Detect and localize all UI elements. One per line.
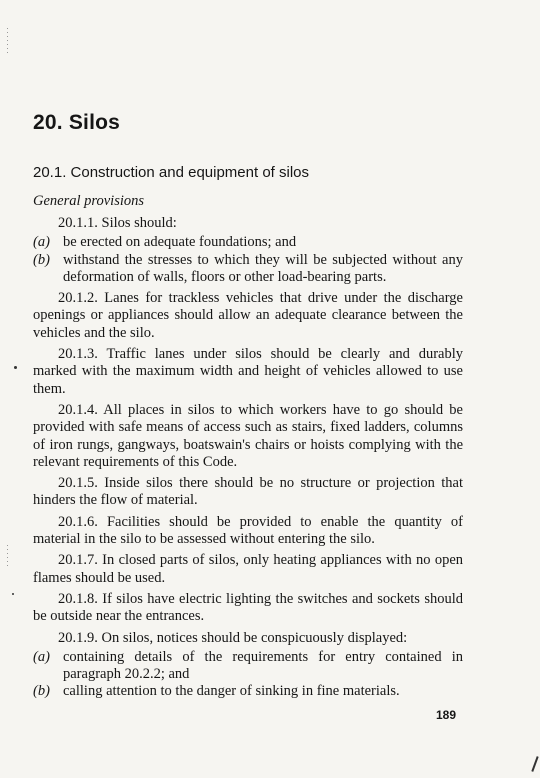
list-item (33, 252, 463, 287)
list-item (33, 683, 463, 700)
chapter-title: 20. Silos (33, 111, 121, 134)
body-text (33, 215, 463, 705)
list-item-text: be erected on adequate foundations; and (63, 234, 297, 251)
subheading-general-provisions: General provisions (33, 193, 145, 209)
clause-20-1-3: 20.1.3. Traffic lanes under silos should be clearly and durably marked with the maximum width and height of vehicles allowed to use them. (33, 346, 463, 397)
clause-20-1-8: 20.1.8. If silos have electric lighting the switches and sockets should be outside near the entrances. (33, 590, 463, 625)
clause-20-1-5: 20.1.5. Inside silos there should be no structure or projection that hinders the flow of material. (33, 475, 463, 509)
list-item-text: calling attention to the danger of sinking in fine materials. (63, 683, 400, 700)
list-item (33, 649, 463, 684)
clause-20-1-1: 20.1.1. Silos should: (58, 215, 177, 231)
section-title: 20.1. Construction and equipment of silos (33, 164, 309, 181)
clause-20-1-6: 20.1.6. Facilities should be provided to enable the quantity of material in the silo to be assessed without entering the silo. (33, 513, 463, 548)
scan-artifact-dots (7, 545, 8, 569)
scan-artifact-dots (7, 28, 8, 56)
list-item-text: withstand the stresses to which they will be subjected without any deformation of walls, floors or other load-bearing parts. (63, 251, 463, 285)
list-item-text: containing details of the requirements for entry contained in paragraph 20.2.2; and (63, 648, 463, 683)
scan-artifact-corner-mark (531, 756, 538, 772)
list-marker: (b) (33, 683, 50, 700)
scan-artifact-speck (14, 366, 17, 369)
clause-20-1-9: 20.1.9. On silos, notices should be conspicuously displayed: (58, 629, 408, 646)
clause-20-1-4: 20.1.4. All places in silos to which workers have to go should be provided with safe means of access such as stairs, fixed ladders, columns of iron rungs, gangways, boatswain's chairs or hoists complying with the relevant requirements of this Code. (33, 401, 463, 470)
clause-20-1-7: 20.1.7. In closed parts of silos, only heating appliances with no open flames should be used. (33, 552, 463, 586)
clause-20-1-2: 20.1.2. Lanes for trackless vehicles that drive under the discharge openings or appliances should allow an adequate clearance between the vehicles and the silo. (33, 290, 463, 341)
list-marker: (b) (33, 251, 50, 268)
clause-20-1-9-list (33, 649, 463, 701)
scan-artifact-speck (12, 593, 14, 595)
page-number: 189 (436, 708, 457, 722)
list-item (33, 234, 463, 251)
list-marker: (a) (33, 234, 50, 251)
clause-20-1-1-list (33, 234, 463, 286)
list-marker: (a) (33, 648, 50, 665)
